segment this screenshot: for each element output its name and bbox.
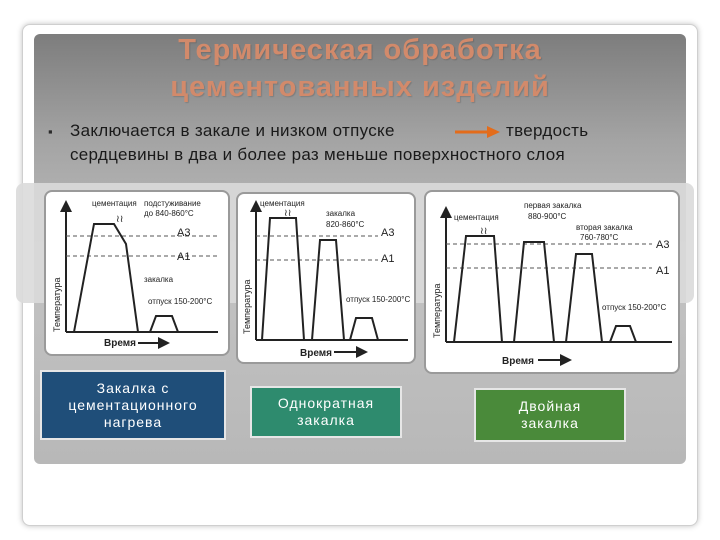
label-quench-temp: 820-860°C — [326, 220, 365, 229]
caption-line-1: Закалка с — [96, 379, 170, 396]
caption-double-quench — [474, 388, 626, 442]
a1-label: A1 — [381, 253, 395, 265]
chart-single-quench — [236, 192, 416, 364]
label-subcooling-temp: до 840-860°C — [144, 209, 194, 218]
a1-label: A1 — [177, 251, 191, 263]
caption-line-1: Однократная — [277, 395, 375, 411]
label-temper: отпуск 150-200°C — [148, 297, 213, 306]
label-subcooling: подстуживание — [144, 199, 201, 208]
wavy-mark-icon: ≀≀ — [116, 214, 124, 225]
a3-label: A3 — [381, 227, 395, 239]
label-cementation: цементация — [260, 199, 305, 208]
right-arrow-icon — [455, 125, 501, 139]
y-axis-label: Температура — [52, 277, 62, 332]
y-axis-label: Температура — [242, 279, 252, 334]
title-line-1: Термическая обработка — [178, 34, 542, 66]
caption-single-quench — [250, 386, 402, 438]
caption-line-2: цементационного — [68, 396, 198, 413]
title-line-2: цементованных изделий — [170, 71, 550, 103]
bullet-text-line2: сердцевины в два и более раз меньше поверхностного слоя — [70, 145, 565, 164]
bullet-text-part1: Заключается в закале и низком отпуске — [70, 121, 395, 140]
a1-label: A1 — [656, 265, 670, 277]
bullet-icon: ▪ — [48, 124, 53, 139]
bullet-text-part2: твердость — [506, 121, 589, 140]
a3-label: A3 — [177, 227, 191, 239]
label-quench: закалка — [326, 209, 356, 218]
label-second-quench-temp: 760-780°C — [580, 233, 619, 242]
label-second-quench: вторая закалка — [576, 223, 633, 232]
label-cementation: цементация — [92, 199, 137, 208]
caption-line-2: закалка — [521, 415, 579, 431]
label-temper: отпуск 150-200°C — [346, 295, 411, 304]
chart-double-quench — [424, 190, 680, 374]
label-first-quench-temp: 880-900°C — [528, 212, 567, 221]
a3-label: A3 — [656, 239, 670, 251]
chart-quench-from-carburizing — [44, 190, 230, 356]
label-first-quench: первая закалка — [524, 201, 582, 210]
x-axis-label: Время — [104, 338, 136, 349]
label-temper: отпуск 150-200°C — [602, 303, 667, 312]
label-quench: закалка — [144, 275, 174, 284]
temperature-curve — [454, 236, 636, 342]
caption-line-1: Двойная — [518, 398, 582, 414]
caption-quench-from-carburizing — [40, 370, 226, 440]
caption-line-3: нагрева — [103, 413, 163, 430]
x-axis-label: Время — [300, 348, 332, 359]
slide-title — [80, 32, 640, 106]
x-axis-label: Время — [502, 356, 534, 367]
wavy-mark-icon: ≀≀ — [480, 226, 488, 237]
caption-line-2: закалка — [297, 412, 355, 428]
y-axis-label: Температура — [432, 283, 442, 338]
wavy-mark-icon: ≀≀ — [284, 208, 292, 219]
label-cementation: цементация — [454, 213, 499, 222]
